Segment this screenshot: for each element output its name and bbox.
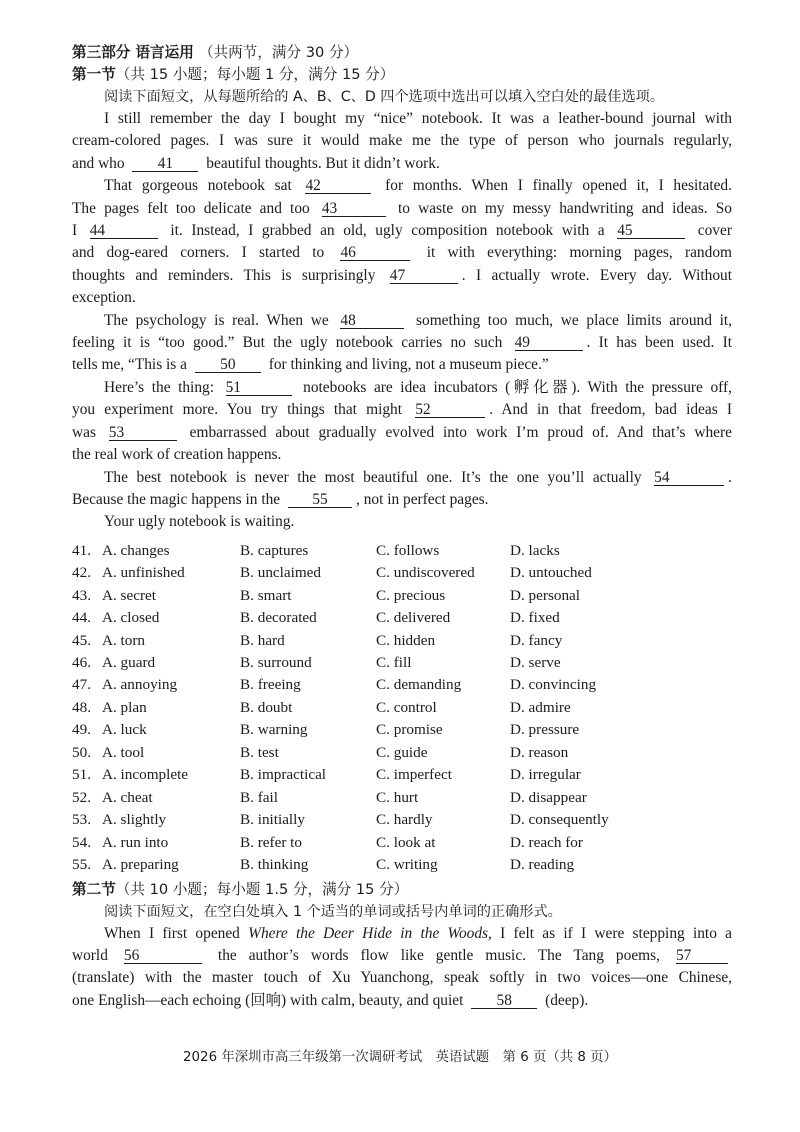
text-run: it. Instead, I grabbed an old, ugly composition notebook with a bbox=[170, 222, 605, 240]
text-run: Because the magic happens in the bbox=[72, 490, 281, 508]
text-run: tells me, “This is a bbox=[72, 356, 187, 374]
text-run: for thinking and living, not a museum piece.” bbox=[268, 356, 549, 374]
option-c: C. demanding bbox=[376, 676, 462, 694]
text-run: . And in that freedom, bad ideas I bbox=[489, 401, 732, 419]
passage-line bbox=[72, 945, 732, 967]
blank-44: 44 bbox=[90, 223, 158, 239]
question-number: 46. bbox=[72, 653, 91, 671]
option-row bbox=[72, 719, 732, 741]
text-run: the author’s words flow like gentle music. The Tang poems, bbox=[217, 946, 660, 964]
section1-title: 第一节 bbox=[72, 66, 116, 83]
option-b: B. impractical bbox=[240, 766, 327, 784]
option-d: D. reading bbox=[510, 856, 575, 874]
section2-note: （共 10 小题；每小题 1.5 分，满分 15 分） bbox=[115, 880, 409, 898]
passage-line bbox=[72, 422, 732, 444]
option-a: A. luck bbox=[102, 721, 147, 739]
passage-line bbox=[72, 242, 732, 264]
option-d: D. admire bbox=[510, 698, 571, 716]
option-row bbox=[72, 585, 732, 607]
option-b: B. initially bbox=[240, 811, 305, 829]
passage-line bbox=[72, 332, 732, 354]
option-a: A. unfinished bbox=[102, 564, 185, 582]
option-c: C. look at bbox=[376, 833, 436, 851]
option-d: D. fancy bbox=[510, 631, 563, 649]
text-run: That gorgeous notebook sat bbox=[104, 177, 292, 195]
passage-line: (translate) with the master touch of Xu Yuanchong, speak softly in two voices—one Chinese, bbox=[72, 969, 732, 987]
text-run: it with everything: morning pages, random bbox=[426, 244, 732, 262]
part-note: （共两节，满分 30 分） bbox=[198, 44, 359, 61]
section2-instruction: 阅读下面短文，在空白处填入 1 个适当的单词或括号内单词的正确形式。 bbox=[104, 903, 562, 920]
text-run: (deep). bbox=[545, 991, 589, 1009]
text-run: cover bbox=[697, 222, 732, 240]
passage2 bbox=[72, 923, 732, 1013]
option-row bbox=[72, 787, 732, 809]
text-run: The best notebook is never the most beautiful one. It’s the one you’ll actually bbox=[104, 468, 642, 486]
option-row bbox=[72, 809, 732, 831]
option-b: B. test bbox=[240, 743, 279, 761]
blank-46: 46 bbox=[340, 245, 410, 261]
passage-line bbox=[72, 198, 732, 220]
section1-instruction: 阅读下面短文，从每题所给的 A、B、C、D 四个选项中选出可以填入空白处的最佳选项。 bbox=[104, 89, 665, 105]
option-c: C. hardly bbox=[376, 811, 433, 829]
option-c: C. follows bbox=[376, 541, 440, 559]
question-number: 52. bbox=[72, 788, 91, 806]
passage-line bbox=[72, 399, 732, 421]
blank-53: 53 bbox=[109, 425, 177, 441]
text-run: was bbox=[72, 423, 96, 441]
option-c: C. promise bbox=[376, 721, 443, 739]
blank-51: 51 bbox=[226, 380, 292, 396]
text-run: I bbox=[72, 222, 78, 240]
blank-52: 52 bbox=[415, 402, 485, 418]
option-c: C. delivered bbox=[376, 609, 451, 627]
blank-54: 54 bbox=[654, 470, 724, 486]
option-d: D. pressure bbox=[510, 721, 580, 739]
text-run: notebooks are idea incubators (孵化器). With the pressure off, bbox=[303, 378, 732, 396]
option-b: B. surround bbox=[240, 653, 312, 671]
option-d: D. lacks bbox=[510, 541, 560, 559]
book-title: Where the Deer Hide in the Woods bbox=[248, 924, 489, 942]
text-run: world bbox=[72, 946, 108, 964]
option-row bbox=[72, 832, 732, 854]
option-a: A. secret bbox=[102, 586, 156, 604]
option-d: D. serve bbox=[510, 653, 561, 671]
option-row bbox=[72, 540, 732, 562]
text-run: , not in perfect pages. bbox=[356, 490, 489, 508]
option-d: D. reach for bbox=[510, 833, 583, 851]
option-c: C. writing bbox=[376, 856, 438, 874]
option-row bbox=[72, 652, 732, 674]
option-b: B. captures bbox=[240, 541, 309, 559]
question-number: 48. bbox=[72, 698, 91, 716]
part-title: 第三部分 语言运用 bbox=[72, 44, 194, 61]
passage-line bbox=[72, 175, 732, 197]
option-row bbox=[72, 764, 732, 786]
question-number: 54. bbox=[72, 833, 91, 851]
option-a: A. closed bbox=[102, 609, 160, 627]
text-run: Here’s the thing: bbox=[104, 378, 214, 396]
text-run: . bbox=[728, 468, 732, 486]
option-a: A. slightly bbox=[102, 811, 167, 829]
option-b: B. doubt bbox=[240, 698, 293, 716]
passage-line: exception. bbox=[72, 289, 136, 307]
text-run: and who bbox=[72, 154, 125, 172]
passage-line: the real work of creation happens. bbox=[72, 446, 282, 464]
option-b: B. decorated bbox=[240, 609, 317, 627]
blank-50: 50 bbox=[195, 357, 261, 373]
option-row bbox=[72, 630, 732, 652]
passage-line bbox=[72, 354, 732, 376]
text-run: to waste on my messy handwriting and ideas. So bbox=[398, 199, 732, 217]
option-a: A. plan bbox=[102, 698, 147, 716]
passage-line bbox=[72, 990, 732, 1012]
question-number: 53. bbox=[72, 811, 91, 829]
text-run: . It has been used. It bbox=[586, 334, 732, 352]
option-a: A. annoying bbox=[102, 676, 178, 694]
option-a: A. cheat bbox=[102, 788, 153, 806]
text-run: , I felt as if I were stepping into a bbox=[488, 924, 732, 942]
text-run: and dog-eared corners. I started to bbox=[72, 244, 325, 262]
text-run: feeling it is “too good.” But the ugly notebook carries no such bbox=[72, 334, 503, 352]
question-number: 42. bbox=[72, 564, 91, 582]
blank-42: 42 bbox=[305, 178, 371, 194]
question-number: 41. bbox=[72, 541, 91, 559]
option-c: C. hidden bbox=[376, 631, 436, 649]
option-c: C. guide bbox=[376, 743, 428, 761]
text-run: something too much, we place limits around it, bbox=[416, 311, 732, 329]
option-c: C. fill bbox=[376, 653, 412, 671]
text-run: for months. When I finally opened it, I hesitated. bbox=[385, 177, 732, 195]
option-row bbox=[72, 697, 732, 719]
question-number: 45. bbox=[72, 631, 91, 649]
option-b: B. smart bbox=[240, 586, 292, 604]
section1-note: （共 15 小题；每小题 1 分，满分 15 分） bbox=[115, 66, 395, 83]
question-number: 50. bbox=[72, 743, 91, 761]
option-a: A. guard bbox=[102, 653, 156, 671]
passage-line bbox=[72, 923, 732, 945]
option-row bbox=[72, 854, 732, 876]
passage1 bbox=[72, 108, 732, 534]
blank-47: 47 bbox=[390, 268, 458, 284]
option-a: A. tool bbox=[102, 743, 145, 761]
exam-page bbox=[72, 42, 732, 1012]
option-a: A. run into bbox=[102, 833, 169, 851]
text-run: embarrassed about gradually evolved into work I’m proud of. And that’s where bbox=[189, 423, 732, 441]
text-run: thoughts and reminders. This is surprisingly bbox=[72, 266, 376, 284]
blank-45: 45 bbox=[617, 223, 685, 239]
option-d: D. disappear bbox=[510, 788, 587, 806]
text-run: The psychology is real. When we bbox=[104, 311, 329, 329]
option-d: D. consequently bbox=[510, 811, 609, 829]
option-row bbox=[72, 562, 732, 584]
option-c: C. imperfect bbox=[376, 766, 452, 784]
option-b: B. fail bbox=[240, 788, 278, 806]
question-number: 43. bbox=[72, 586, 91, 604]
text-run: beautiful thoughts. But it didn’t work. bbox=[206, 154, 440, 172]
option-c: C. precious bbox=[376, 586, 446, 604]
options-list bbox=[72, 540, 732, 877]
page-footer: 2026 年深圳市高三年级第一次调研考试 英语试题 第 6 页（共 8 页） bbox=[183, 1050, 617, 1065]
section2-header bbox=[72, 879, 732, 901]
option-b: B. thinking bbox=[240, 856, 309, 874]
option-a: A. changes bbox=[102, 541, 170, 559]
text-run: . I actually wrote. Every day. Without bbox=[461, 266, 733, 284]
question-number: 51. bbox=[72, 766, 91, 784]
option-row bbox=[72, 607, 732, 629]
option-d: D. convincing bbox=[510, 676, 597, 694]
blank-57: 57 bbox=[676, 948, 728, 964]
blank-48: 48 bbox=[340, 313, 404, 329]
option-c: C. undiscovered bbox=[376, 564, 475, 582]
text-run: The pages felt too delicate and too bbox=[72, 199, 310, 217]
text-run: When I first opened bbox=[104, 924, 240, 942]
option-a: A. incomplete bbox=[102, 766, 189, 784]
passage-line: cream-colored pages. I was sure it would make me the type of person who journals regularly, bbox=[72, 132, 732, 150]
blank-55: 55 bbox=[288, 492, 352, 508]
option-b: B. freeing bbox=[240, 676, 301, 694]
option-d: D. untouched bbox=[510, 564, 592, 582]
blank-49: 49 bbox=[515, 335, 583, 351]
passage-line bbox=[72, 489, 732, 511]
part-header bbox=[72, 42, 732, 64]
question-number: 44. bbox=[72, 609, 91, 627]
question-number: 55. bbox=[72, 856, 91, 874]
option-row bbox=[72, 674, 732, 696]
option-d: D. reason bbox=[510, 743, 569, 761]
passage-line bbox=[72, 220, 732, 242]
passage-line: Your ugly notebook is waiting. bbox=[104, 513, 295, 531]
blank-41: 41 bbox=[132, 156, 198, 172]
option-b: B. hard bbox=[240, 631, 285, 649]
option-a: A. torn bbox=[102, 631, 146, 649]
blank-58: 58 bbox=[471, 993, 537, 1009]
blank-43: 43 bbox=[322, 201, 386, 217]
option-c: C. hurt bbox=[376, 788, 419, 806]
passage-line: I still remember the day I bought my “nice” notebook. It was a leather-bound journal with bbox=[104, 110, 732, 127]
question-number: 49. bbox=[72, 721, 91, 739]
question-number: 47. bbox=[72, 676, 91, 694]
passage-line bbox=[72, 310, 732, 332]
option-a: A. preparing bbox=[102, 856, 179, 874]
text-run: one English—each echoing (回响) with calm, beauty, and quiet bbox=[72, 991, 464, 1009]
blank-56: 56 bbox=[124, 948, 202, 964]
option-c: C. control bbox=[376, 698, 437, 716]
option-d: D. fixed bbox=[510, 609, 560, 627]
option-b: B. refer to bbox=[240, 833, 302, 851]
text-run: you experiment more. You try things that might bbox=[72, 401, 403, 419]
option-d: D. personal bbox=[510, 586, 581, 604]
passage-line bbox=[72, 265, 732, 287]
passage-line bbox=[72, 377, 732, 399]
option-b: B. warning bbox=[240, 721, 308, 739]
option-row bbox=[72, 742, 732, 764]
passage-line bbox=[72, 467, 732, 489]
option-b: B. unclaimed bbox=[240, 564, 321, 582]
passage-line bbox=[72, 153, 732, 175]
section1-header bbox=[72, 64, 732, 86]
option-d: D. irregular bbox=[510, 766, 581, 784]
section2-title: 第二节 bbox=[72, 880, 116, 898]
